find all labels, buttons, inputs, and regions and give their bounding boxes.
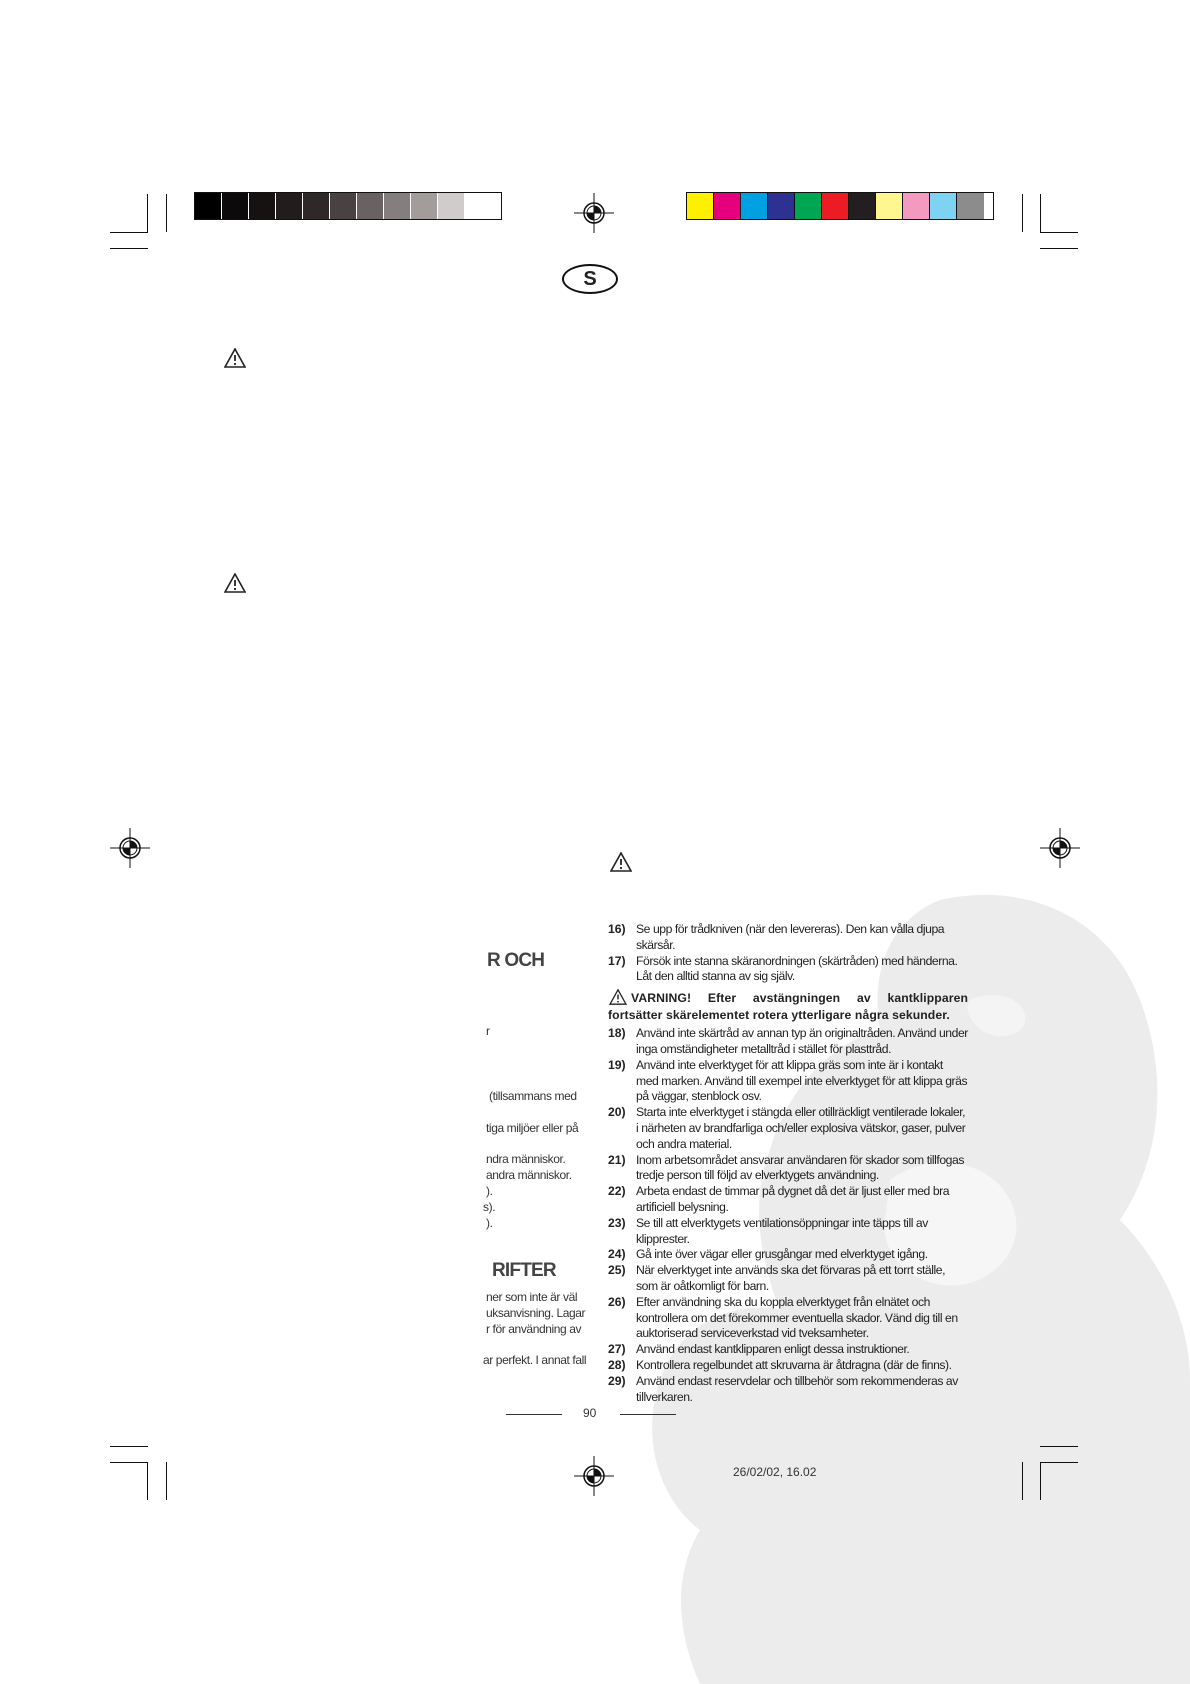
item-text: När elverktyget inte används ska det förvaras på ett torrt ställe, som är oåtkomligt för barn. xyxy=(636,1263,946,1293)
crop-mark xyxy=(1040,248,1078,249)
item-number: 22) xyxy=(608,1184,626,1199)
page-number-rule xyxy=(506,1414,562,1415)
color-swatch xyxy=(714,193,741,219)
color-swatch xyxy=(384,193,411,219)
registration-mark-icon xyxy=(574,1456,614,1496)
list-item xyxy=(608,1342,968,1358)
item-text: Gå inte över vägar eller grusgångar med elverktyget igång. xyxy=(636,1247,928,1262)
item-text: Kontrollera regelbundet att skruvarna är åtdragna (där de finns). xyxy=(636,1357,952,1372)
crop-mark xyxy=(1040,194,1041,232)
warning-note xyxy=(608,989,968,1024)
registration-mark-icon xyxy=(574,193,614,233)
item-text: Arbeta endast de timmar på dygnet då det är ljust eller med bra artificiell belysning. xyxy=(636,1184,950,1214)
item-number: 29) xyxy=(608,1373,626,1388)
safety-instructions-list xyxy=(608,922,968,1405)
warning-icon xyxy=(224,348,246,368)
item-text: Inom arbetsområdet ansvarar användaren för skador som tillfogas tredje person till följd av elverktygets användning. xyxy=(636,1152,964,1183)
list-item xyxy=(608,1058,968,1105)
color-swatch xyxy=(822,193,849,219)
cmyk-colorbar xyxy=(686,192,994,220)
item-text: Använd endast reservdelar och tillbehör som rekommenderas av tillverkaren. xyxy=(636,1373,958,1404)
crop-mark xyxy=(1040,1462,1041,1500)
color-swatch xyxy=(195,193,222,219)
grayscale-colorbar xyxy=(194,192,502,220)
item-number: 26) xyxy=(608,1294,626,1309)
item-text: Använd inte elverktyget för att klippa gräs som inte är i kontakt med marken. Använd till exempel inte elverktyget för att klippa gräs på väggar, stenblock osv. xyxy=(636,1057,968,1104)
page-number: 90 xyxy=(583,1406,597,1420)
text-fragment: ndra människor. xyxy=(486,1152,566,1166)
text-fragment: r för användning av xyxy=(486,1322,582,1336)
language-badge: S xyxy=(562,264,618,294)
list-item xyxy=(608,1105,968,1152)
color-swatch xyxy=(222,193,249,219)
color-swatch xyxy=(303,193,330,219)
section-heading-fragment: R OCH xyxy=(487,950,545,971)
crop-mark xyxy=(147,1462,148,1500)
text-fragment: andra människor. xyxy=(486,1168,572,1182)
color-swatch xyxy=(768,193,795,219)
list-item xyxy=(608,1295,968,1342)
crop-mark xyxy=(110,232,148,233)
list-item xyxy=(608,954,968,986)
color-swatch xyxy=(411,193,438,219)
color-swatch xyxy=(438,193,465,219)
color-swatch xyxy=(795,193,822,219)
item-number: 20) xyxy=(608,1105,626,1120)
item-text: Använd endast kantklipparen enligt dessa instruktioner. xyxy=(636,1342,910,1357)
list-item xyxy=(608,1358,968,1374)
crop-mark xyxy=(1022,1462,1023,1500)
section-heading-fragment: RIFTER xyxy=(492,1260,556,1281)
color-swatch xyxy=(957,193,984,219)
text-fragment: ). xyxy=(486,1216,493,1230)
item-number: 28) xyxy=(608,1357,626,1372)
color-swatch xyxy=(687,193,714,219)
list-item xyxy=(608,1184,968,1216)
crop-mark xyxy=(1040,232,1078,233)
crop-mark xyxy=(1040,1462,1078,1463)
list-item xyxy=(608,1263,968,1295)
registration-mark-icon xyxy=(1040,828,1080,868)
crop-mark xyxy=(1040,1446,1078,1447)
text-fragment: (tillsammans med xyxy=(489,1089,577,1103)
item-text: Använd inte skärtråd av annan typ än originaltråden. Använd under inga omständigheter metalltråd i stället för plasttråd. xyxy=(636,1026,968,1056)
text-fragment: tiga miljöer eller på xyxy=(486,1121,579,1135)
list-item xyxy=(608,1026,968,1058)
color-swatch xyxy=(357,193,384,219)
color-swatch xyxy=(330,193,357,219)
item-number: 18) xyxy=(608,1026,626,1041)
item-number: 27) xyxy=(608,1342,626,1357)
text-fragment: ). xyxy=(486,1184,493,1198)
color-swatch xyxy=(903,193,930,219)
text-fragment: ar perfekt. I annat fall xyxy=(483,1353,587,1367)
item-number: 16) xyxy=(608,922,626,936)
crop-mark xyxy=(1022,194,1023,232)
text-fragment: uksanvisning. Lagar xyxy=(486,1306,586,1320)
warning-icon xyxy=(608,989,628,1005)
list-item xyxy=(608,922,968,954)
item-text: Försök inte stanna skäranordningen (skärtråden) med händerna. Låt den alltid stanna av sig själv. xyxy=(636,953,958,984)
list-item xyxy=(608,1216,968,1248)
warning-icon xyxy=(224,573,246,593)
item-number: 17) xyxy=(608,953,626,968)
item-number: 24) xyxy=(608,1247,626,1262)
crop-mark xyxy=(166,1462,167,1500)
color-swatch xyxy=(930,193,957,219)
item-text: Starta inte elverktyget i stängda eller otillräckligt ventilerade lokaler, i närheten av brandfarliga och/eller explosiva vätskor, gaser, pulver och andra material. xyxy=(636,1105,966,1151)
color-swatch xyxy=(465,193,492,219)
warning-icon xyxy=(610,852,632,872)
list-item xyxy=(608,1153,968,1185)
color-swatch xyxy=(249,193,276,219)
warning-text: VARNING! Efter avstängningen av kantklipparen fortsätter skärelementet rotera ytterligare några sekunder. xyxy=(608,991,968,1023)
item-number: 21) xyxy=(608,1152,626,1167)
item-number: 23) xyxy=(608,1215,626,1230)
item-text: Efter användning ska du koppla elverktyget från elnätet och kontrollera om det förekommer eventuella skador. Vänd dig till en auktoriserad serviceverkstad vid tveksamheter. xyxy=(636,1294,958,1341)
text-fragment: ner som inte är väl xyxy=(486,1290,578,1304)
item-text: Se till att elverktygets ventilationsöppningar inte täpps till av klipprester. xyxy=(636,1215,928,1246)
crop-mark xyxy=(147,194,148,232)
color-swatch xyxy=(276,193,303,219)
item-number: 19) xyxy=(608,1057,626,1072)
text-fragment: s). xyxy=(483,1200,496,1214)
list-item xyxy=(608,1247,968,1263)
crop-mark xyxy=(110,248,148,249)
page-number-rule xyxy=(620,1414,676,1415)
print-timestamp: 26/02/02, 16.02 xyxy=(733,1465,817,1479)
list-item xyxy=(608,1374,968,1406)
text-fragment: r xyxy=(486,1024,490,1038)
crop-mark xyxy=(166,194,167,232)
item-number: 25) xyxy=(608,1263,626,1278)
crop-mark xyxy=(110,1462,148,1463)
item-text: Se upp för trådkniven (när den levereras). Den kan vålla djupa skärsår. xyxy=(636,922,945,952)
color-swatch xyxy=(849,193,876,219)
crop-mark xyxy=(110,1446,148,1447)
registration-mark-icon xyxy=(110,828,150,868)
color-swatch xyxy=(876,193,903,219)
color-swatch xyxy=(741,193,768,219)
